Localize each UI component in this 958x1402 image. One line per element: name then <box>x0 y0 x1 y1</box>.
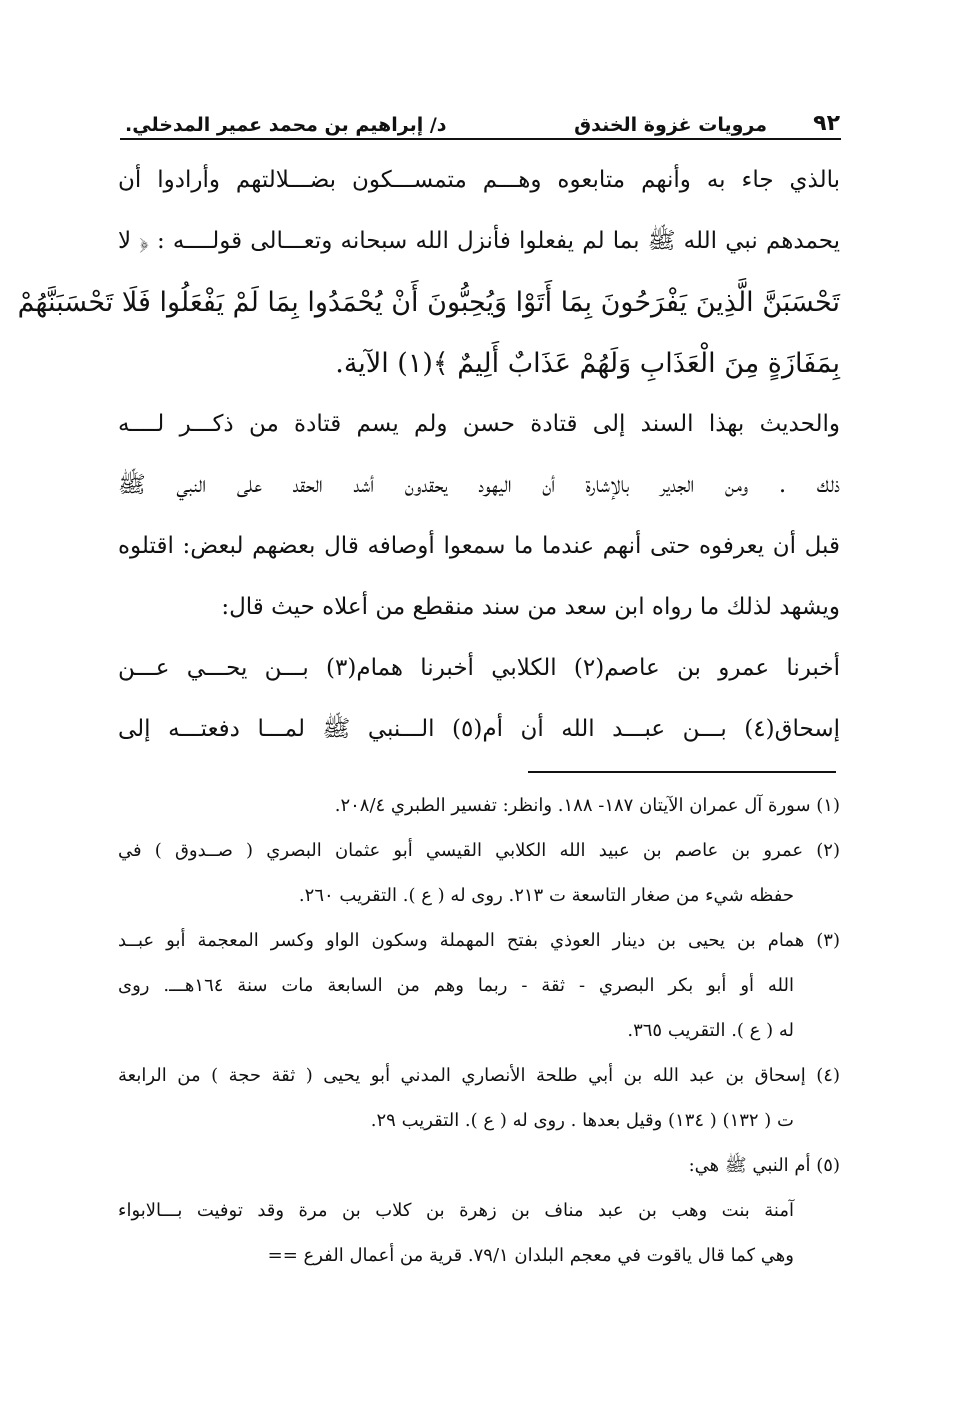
text-line: إسحاق(٤) بـــن عبـــد الله أن أم(٥) الـــنبي ﷺ لمـــا دفعتـــه إلى <box>118 716 840 742</box>
footnote-5-cont: وهي كما قال ياقوت في معجم البلدان ٧٩/١. قرية من أعمال الفرع == <box>267 1245 794 1266</box>
footnote-4-cont: ت ( ١٣٢) ( ١٣٤) وقيل بعدها . روى له ( ع ). التقريب ٢٩. <box>370 1110 794 1131</box>
text-line: بالذي جاء به وأنهم متابعوه وهـــم متمســـكون بضـــلالتهم وأرادوا أن <box>118 167 840 193</box>
author-name: د/ إبراهيم بن محمد عمير المدخلي. <box>125 114 447 136</box>
footnote-3-cont: الله أو أبو بكر البصري - ثقة - ربما وهم من السابعة مات سنة ١٦٤هـــ. روى <box>118 975 794 996</box>
footnote-separator <box>528 771 836 773</box>
book-title: مرويات غزوة الخندق <box>574 114 767 136</box>
header-rule <box>120 138 841 140</box>
footnote-1: (١) سورة آل عمران الآيتان ١٨٧- ١٨٨. وانظر: تفسير الطبري ٢٠٨/٤. <box>334 795 840 816</box>
footnote-5: (٥) أم النبي ﷺ هي: <box>688 1155 840 1176</box>
footnote-5-cont: آمنة بنت وهب بن عبد مناف بن زهرة بن كلاب بن مرة وقد توفيت بـــالابواء <box>118 1200 794 1221</box>
footnote-2: (٢) عمرو بن عاصم بن عبيد الله الكلابي القيسي أبو عثمان البصري ( صــدوق ) في <box>118 840 840 861</box>
text-line: ويشهد لذلك ما رواه ابن سعد من سند منقطع من أعلاه حيث قال: <box>221 594 840 620</box>
main-text <box>17 150 840 760</box>
quran-verse-line: تَحْسَبَنَّ الَّذِينَ يَفْرَحُونَ بِمَا أَتَوْا وَيُحِبُّونَ أَنْ يُحْمَدُوا بِمَا لَمْ يَفْعَلُوا فَلَا تَحْسَبَنَّهُمْ <box>17 287 840 318</box>
text-line: والحديث بهذا السند إلى قتادة حسن ولم يسم قتادة من ذكـــر لــــه <box>118 411 840 437</box>
footnote-3-cont: له ( ع ). التقريب ٣٦٥. <box>627 1020 794 1041</box>
footnote-4: (٤) إسحاق بن عبد الله بن أبي طلحة الأنصاري المدني أبو يحيى ( ثقة حجة ) من الرابعة <box>118 1065 840 1086</box>
footnote-3: (٣) همام بن يحيى بن دينار العوذي بفتح المهملة وسكون الواو وكسر المعجمة أبو عبــد <box>118 930 840 951</box>
text-line: يحمدهم نبي الله ﷺ بما لم يفعلوا فأنزل الله سبحانه وتعـــالى قولــــه : ﴿ لا <box>118 228 840 254</box>
text-line: قبل أن يعرفوه حتى أنهم عندما ما سمعوا أوصافه قال بعضهم لبعض: اقتلوه <box>118 533 840 559</box>
page-header <box>125 104 840 136</box>
text-line: ذلك . ومن الجدير بالإشارة أن اليهود يحقدون أشد الحقد على النبي ﷺ <box>118 472 840 498</box>
footnote-2-cont: حفظه شيء من صغار التاسعة ت ٢١٣. روى له ( ع ). التقريب ٢٦٠. <box>298 885 794 906</box>
page-number: ٩٢ <box>813 111 840 136</box>
text-line: أخبرنا عمرو بن عاصم(٢) الكلابي أخبرنا همام(٣) بـــن يحـــي عـــن <box>118 655 840 681</box>
footnotes <box>118 783 840 1278</box>
quran-verse-line: بِمَفَازَةٍ مِنَ الْعَذَابِ وَلَهُمْ عَذَابٌ أَلِيمٌ ﴾(١) الآية. <box>335 348 840 379</box>
